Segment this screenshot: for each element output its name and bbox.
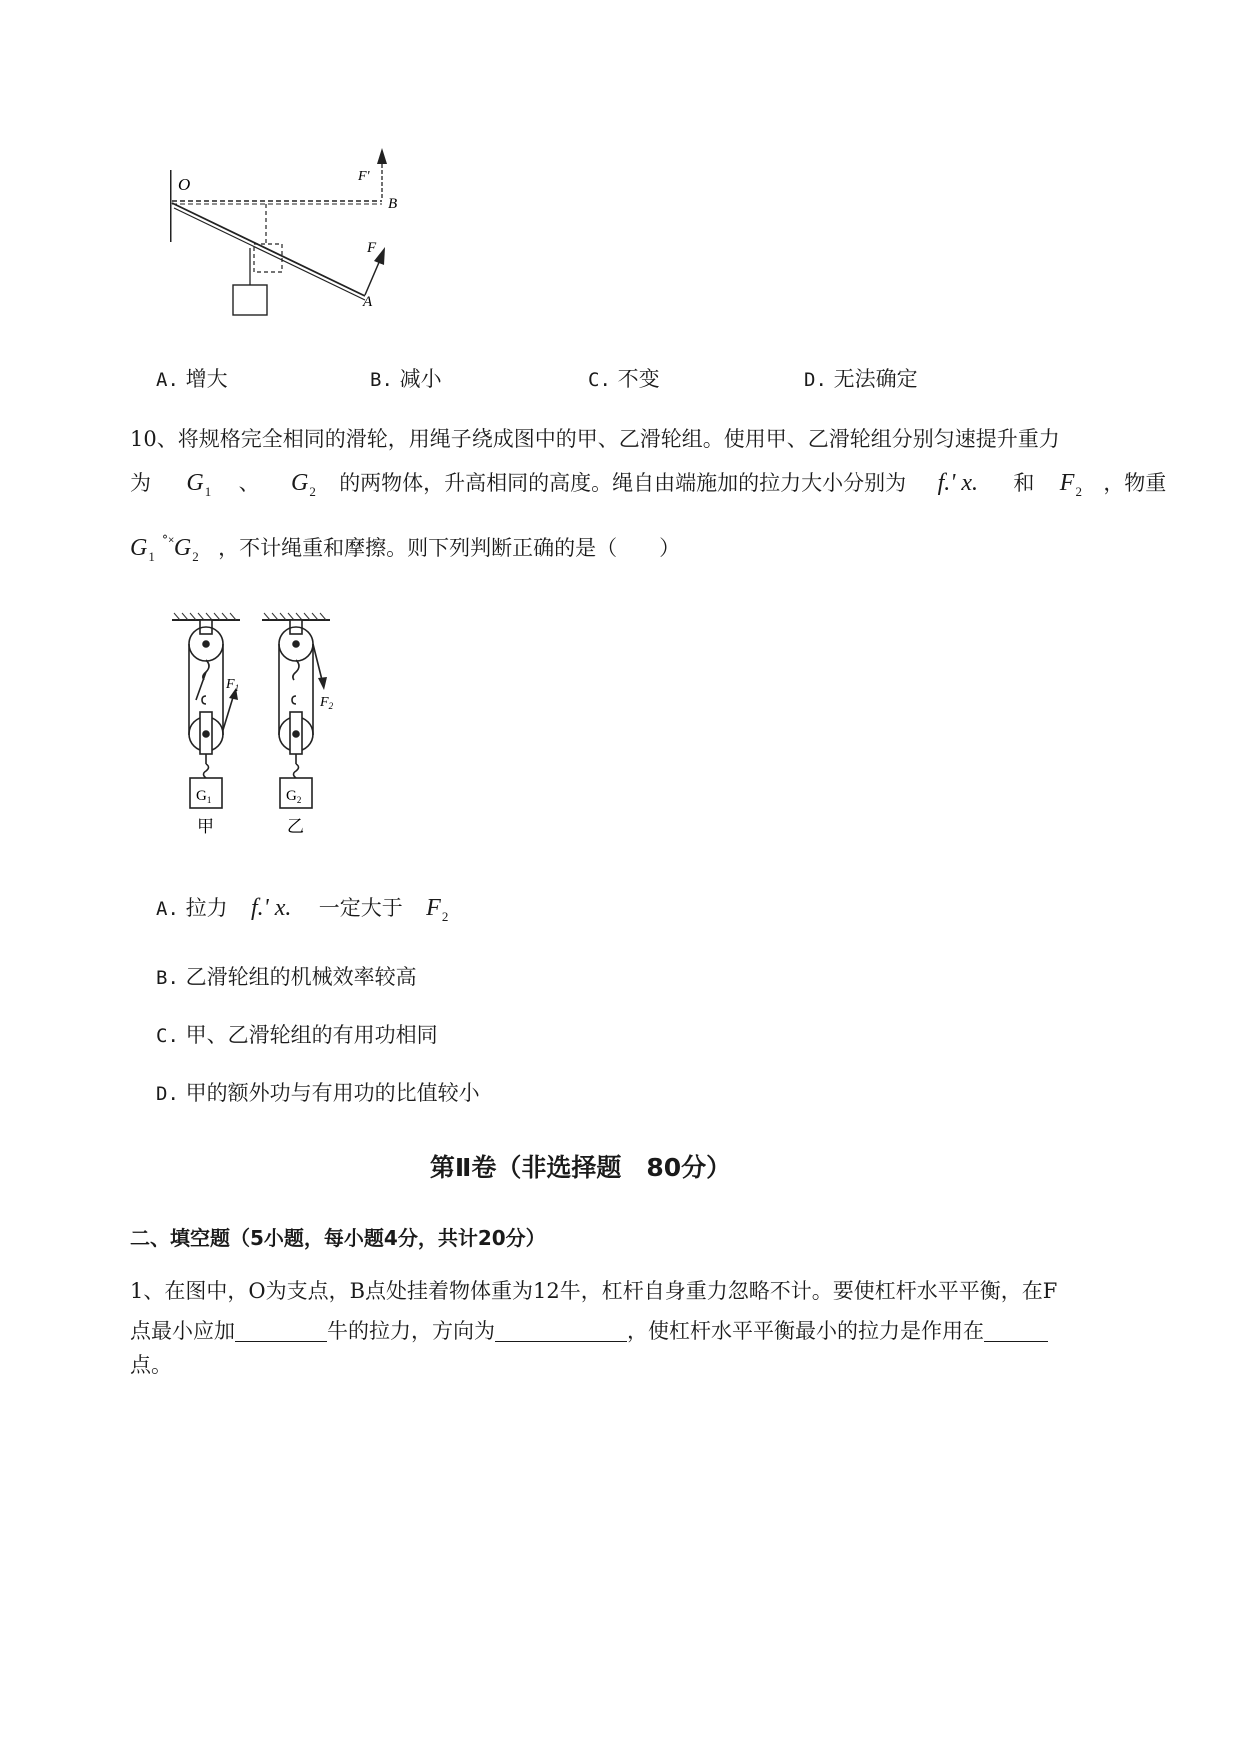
g1-symbol-line3: $G_1$ (130, 535, 155, 564)
f1-garbled-symbol: f.' x. (937, 470, 979, 496)
g1-symbol: $G_1$ (186, 470, 212, 499)
ceiling-right (262, 613, 330, 620)
section2-heading: 二、填空题（5小题，每小题4分，共计20分） (130, 1226, 546, 1250)
garbled-relation: ˚˟ (161, 535, 174, 551)
weight-block (233, 285, 267, 315)
lever-diagram (170, 140, 430, 330)
lever-inclined (172, 203, 365, 296)
caption-yi: 乙 (287, 817, 304, 836)
pulley-system-left (189, 620, 234, 808)
point-a-label: A (363, 294, 373, 310)
q10-option-d[interactable]: D. 甲的额外功与有用功的比值较小 (156, 1081, 480, 1105)
force-f1-label: $F_1$ (226, 677, 240, 693)
q9-option-b[interactable]: B. 减小 (370, 367, 442, 391)
g2-symbol: $G_2$ (290, 470, 316, 499)
q10-option-c[interactable]: C. 甲、乙滑轮组的有用功相同 (156, 1023, 438, 1047)
part2-title: 第Ⅱ卷（非选择题 80分） (429, 1153, 732, 1182)
blank-direction[interactable] (495, 1319, 627, 1342)
fill-q1-line1: 1、在图中，O为支点，B点处挂着物体重为12牛，杠杆自身重力忽略不计。要使杠杆水平平衡，在F (130, 1279, 1058, 1303)
point-b-label: B (388, 196, 398, 212)
g2-symbol-line3: $G_2$ (173, 535, 199, 564)
force-f-prime-label: F' (358, 169, 370, 184)
blank-force-value[interactable] (235, 1319, 327, 1342)
q9-option-d[interactable]: D. 无法确定 (804, 367, 918, 391)
q10-option-a[interactable]: A. 拉力 f.' x. 一定大于 $F_2$ (156, 895, 449, 924)
q10-stem-line2: 为 $G_1$ 、 $G_2$ 的两物体，升高相同的高度。绳自由端施加的拉力大小分别为 f.' x. 和 $F_2$ ，物重 (130, 470, 1167, 499)
q9-option-a[interactable]: A. 增大 (156, 367, 228, 391)
f2-symbol: $F_2$ (1059, 470, 1082, 499)
f1-garbled-symbol-option: f.' x. (250, 895, 292, 921)
force-f-label: F (367, 240, 377, 256)
caption-jia: 甲 (197, 817, 214, 836)
q9-option-c[interactable]: C. 不变 (588, 367, 660, 391)
q10-stem-line3: $G_1$ $^{˚˟}G_2$ ，不计绳重和摩擦。则下列判断正确的是（ ） (130, 535, 681, 564)
weight-g1-label: $G_1$ (196, 788, 212, 805)
force-f2-label: $F_2$ (320, 695, 334, 711)
q10-option-b[interactable]: B. 乙滑轮组的机械效率较高 (156, 965, 417, 989)
fill-q1-line3: 点。 (130, 1353, 172, 1377)
point-o-label: O (178, 175, 191, 194)
ceiling-left (172, 613, 240, 620)
pulley-diagram (168, 612, 348, 842)
f2-symbol-option: $F_2$ (426, 895, 449, 924)
weight-g2-label: $G_2$ (286, 788, 302, 805)
q10-stem-line1: 10、将规格完全相同的滑轮，用绳子绕成图中的甲、乙滑轮组。使用甲、乙滑轮组分别匀速提升重力 (130, 427, 1060, 451)
fill-q1-line2: 点最小应加 牛的拉力，方向为 ，使杠杆水平平衡最小的拉力是作用在 (130, 1316, 1048, 1346)
blank-point[interactable] (984, 1319, 1048, 1342)
pulley-system-right (279, 620, 322, 808)
